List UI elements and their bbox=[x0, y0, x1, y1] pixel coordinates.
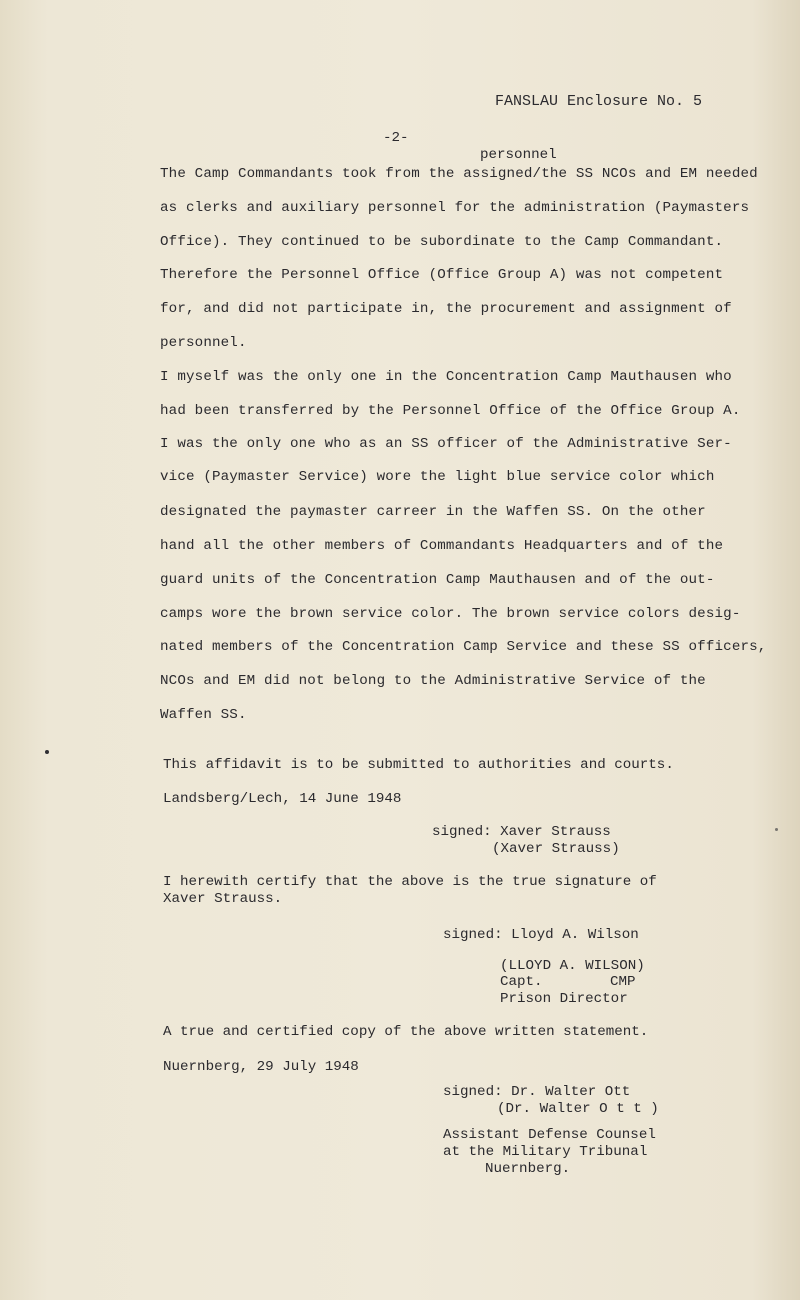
text-line: had been transferred by the Personnel Office of the Office Group A. bbox=[160, 403, 741, 419]
text-line: Therefore the Personnel Office (Office Group A) was not competent bbox=[160, 267, 724, 283]
handwritten-insertion: personnel bbox=[480, 147, 557, 163]
title-ott: at the Military Tribunal bbox=[443, 1144, 648, 1160]
text-line: camps wore the brown service color. The brown service colors desig- bbox=[160, 606, 741, 622]
text-line: designated the paymaster carreer in the Waffen SS. On the other bbox=[160, 504, 706, 520]
text-line: hand all the other members of Commandants Headquarters and of the bbox=[160, 538, 724, 554]
signature-wilson: signed: Lloyd A. Wilson bbox=[443, 927, 639, 943]
certification-line: I herewith certify that the above is the true signature of bbox=[163, 874, 657, 890]
branch-wilson: CMP bbox=[610, 974, 636, 990]
text-line: nated members of the Concentration Camp Service and these SS officers, bbox=[160, 639, 767, 655]
typed-name-wilson: (LLOYD A. WILSON) bbox=[500, 958, 645, 974]
text-line: I myself was the only one in the Concentration Camp Mauthausen who bbox=[160, 369, 732, 385]
signature-ott: signed: Dr. Walter Ott bbox=[443, 1084, 631, 1100]
typed-name-ott: (Dr. Walter O t t ) bbox=[497, 1101, 659, 1117]
text-line: guard units of the Concentration Camp Mauthausen and of the out- bbox=[160, 572, 715, 588]
text-line: personnel. bbox=[160, 335, 247, 351]
ink-speck bbox=[775, 828, 778, 831]
signature-strauss: signed: Xaver Strauss bbox=[432, 824, 611, 840]
text-line: for, and did not participate in, the procurement and assignment of bbox=[160, 301, 732, 317]
text-line: Waffen SS. bbox=[160, 707, 247, 723]
title-ott: Nuernberg. bbox=[485, 1161, 571, 1177]
text-line: Office). They continued to be subordinate to the Camp Commandant. bbox=[160, 234, 724, 250]
typed-name-strauss: (Xaver Strauss) bbox=[492, 841, 620, 857]
place-date-landsberg: Landsberg/Lech, 14 June 1948 bbox=[163, 791, 402, 807]
text-line: vice (Paymaster Service) wore the light blue service color which bbox=[160, 469, 715, 485]
page-number: -2- bbox=[383, 130, 409, 146]
place-date-nuernberg: Nuernberg, 29 July 1948 bbox=[163, 1059, 359, 1075]
enclosure-header: FANSLAU Enclosure No. 5 bbox=[494, 93, 702, 110]
certified-copy-statement: A true and certified copy of the above written statement. bbox=[163, 1024, 649, 1040]
rank-wilson: Capt. bbox=[500, 974, 543, 990]
title-ott: Assistant Defense Counsel bbox=[443, 1127, 656, 1143]
text-line: The Camp Commandants took from the assigned/the SS NCOs and EM needed bbox=[160, 166, 758, 182]
title-wilson: Prison Director bbox=[500, 991, 628, 1007]
text-line: I was the only one who as an SS officer of the Administrative Ser- bbox=[160, 436, 732, 452]
text-line: NCOs and EM did not belong to the Administrative Service of the bbox=[160, 673, 706, 689]
certification-line: Xaver Strauss. bbox=[163, 891, 283, 907]
affidavit-statement: This affidavit is to be submitted to authorities and courts. bbox=[163, 757, 674, 773]
ink-speck bbox=[45, 750, 49, 754]
text-line: as clerks and auxiliary personnel for the administration (Paymasters bbox=[160, 200, 750, 216]
